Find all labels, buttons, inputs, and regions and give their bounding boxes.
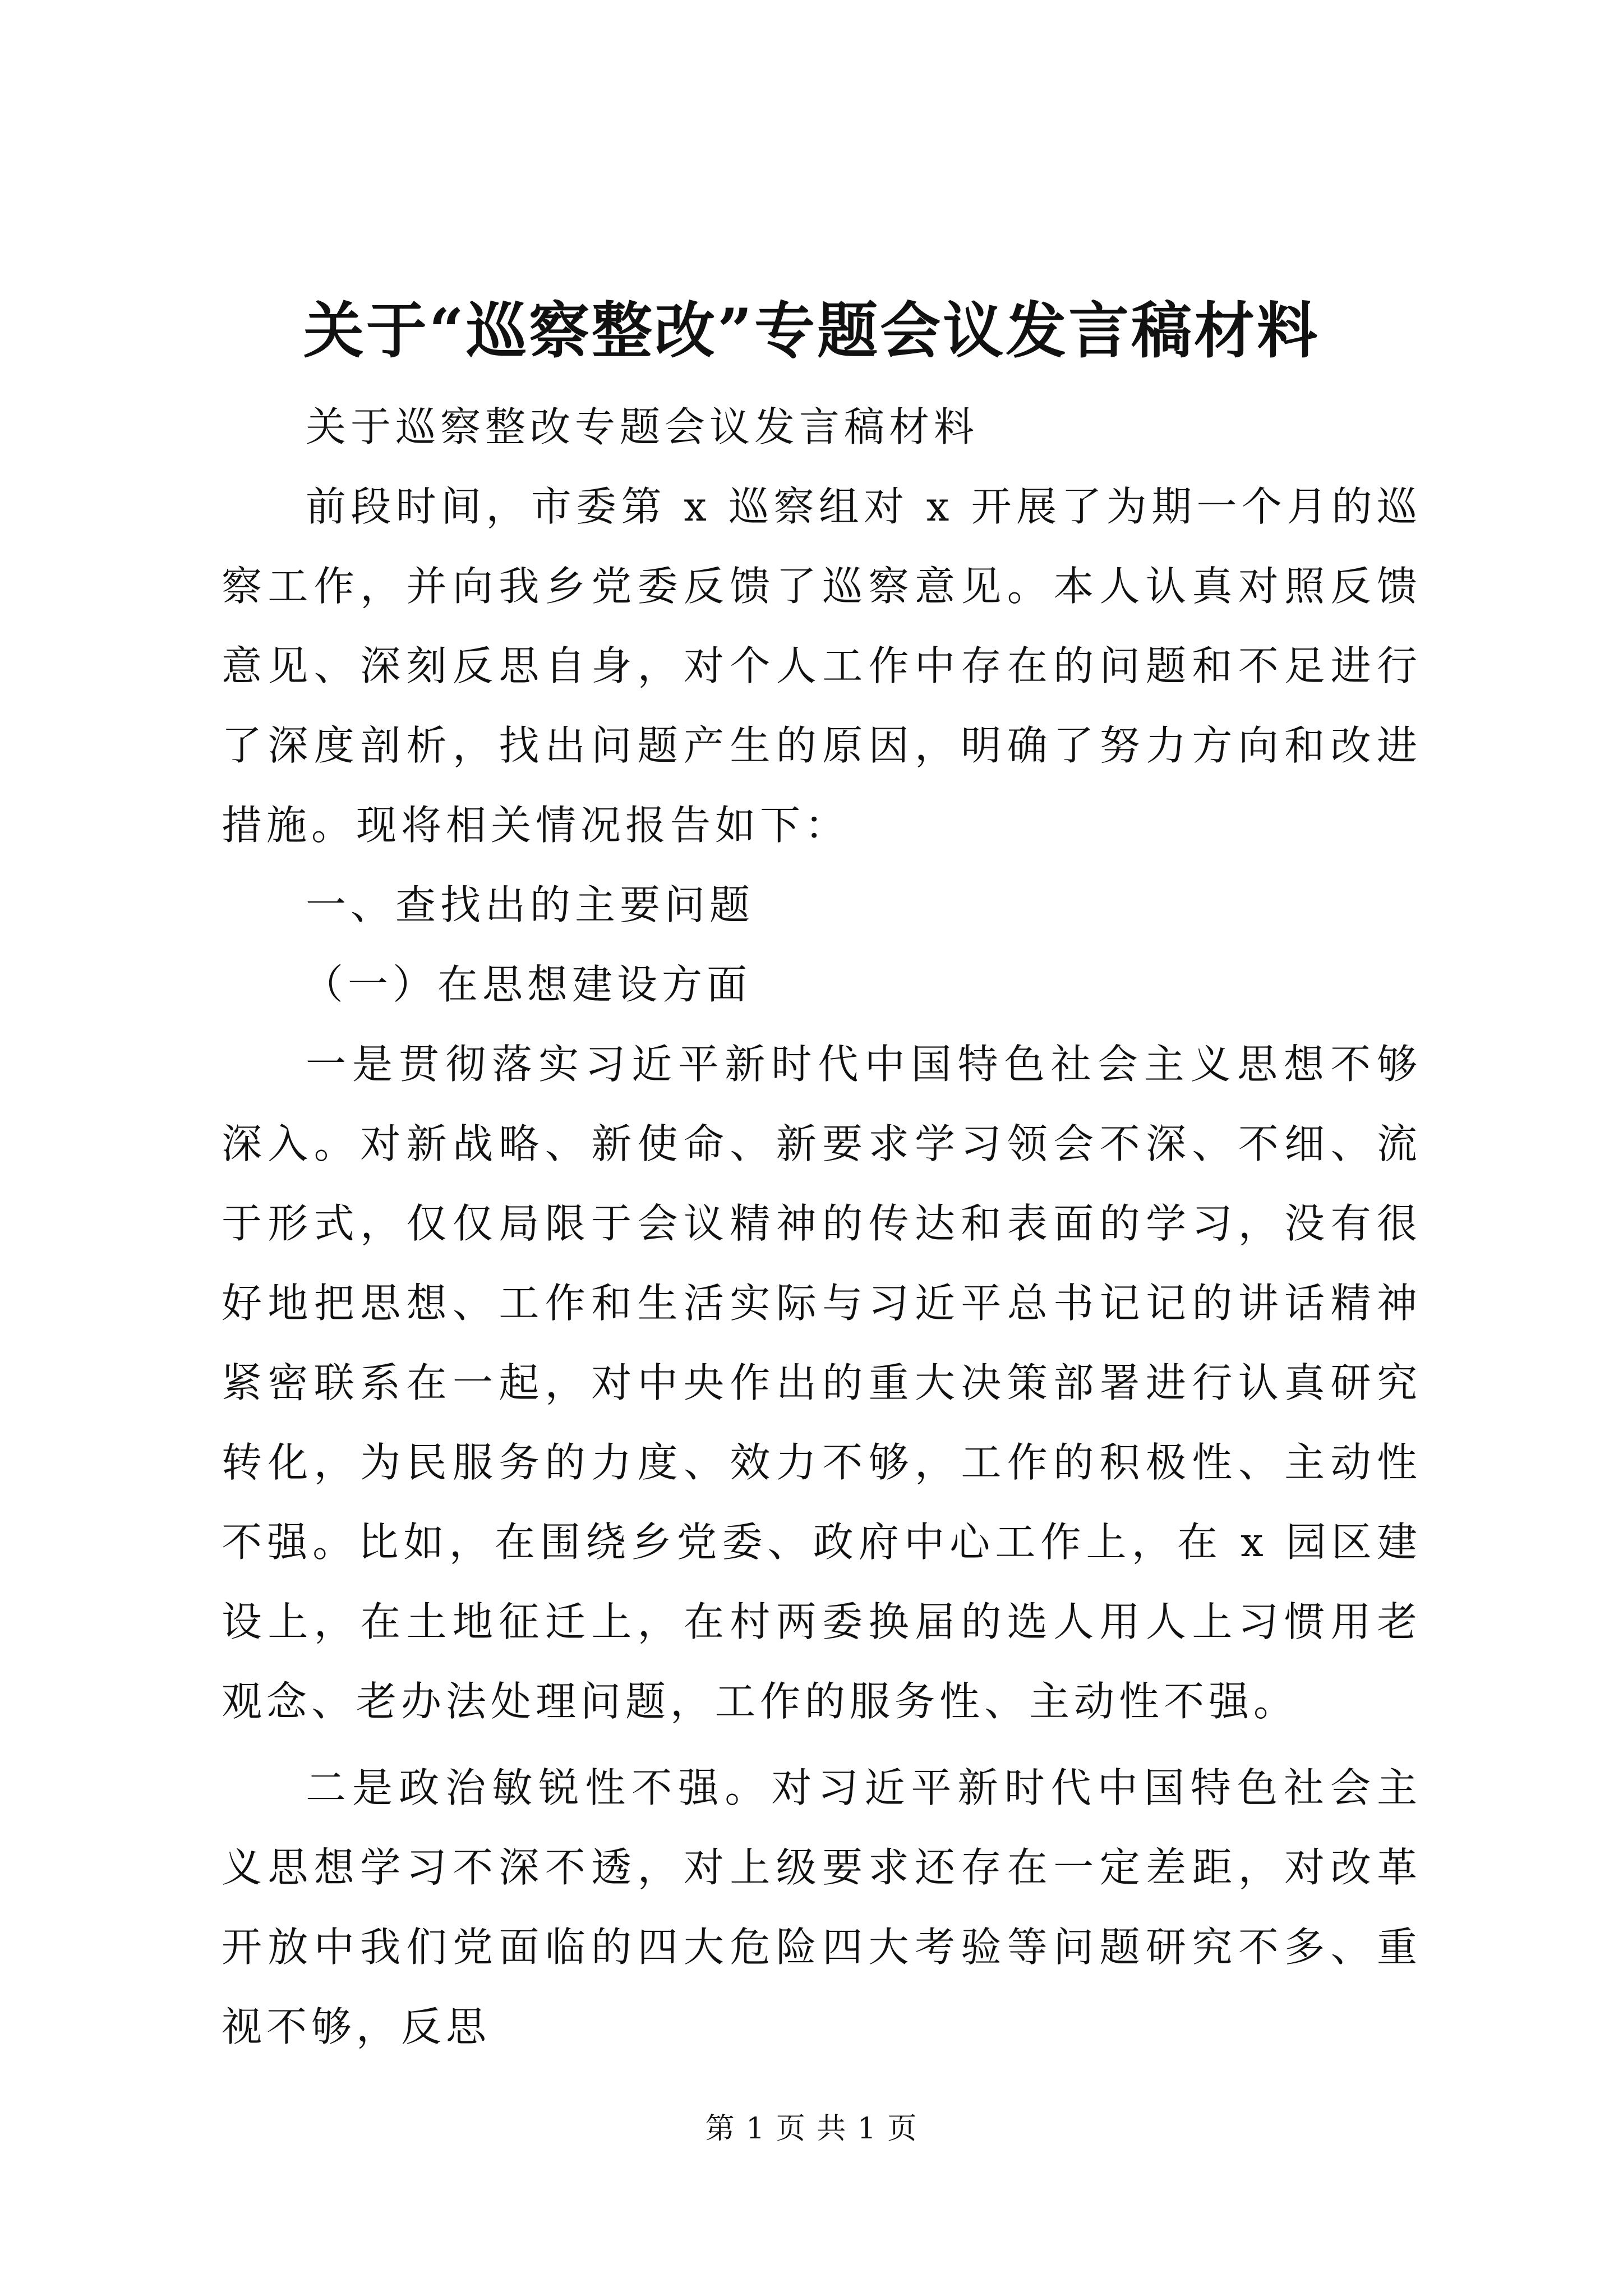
- document-subtitle-paragraph: 关于巡察整改专题会议发言稿材料: [306, 403, 979, 450]
- document-title: 关于“巡察整改”专题会议发言稿材料: [303, 296, 1320, 366]
- section-heading: 一、查找出的主要问题: [306, 881, 755, 928]
- body-paragraph: 一是贯彻落实习近平新时代中国特色社会主义思想不够深入。对新战略、新使命、新要求学习领会不深、不细、流于形式，仅仅局限于会议精神的传达和表面的学习，没有很好地把思想、工作和生活实际与习近平总书记记的讲话精神紧密联系在一起，对中央作出的重大决策部署进行认真研究转化，为民服务的力度、效力不够，工作的积极性、主动性不强。比如，在围绕乡党委、政府中心工作上，在 x 园区建设上，在土地征迁上，在村两委换届的选人用人上习惯用老观念、老办法处理问题，工作的服务性、主动性不强。: [222, 1041, 1422, 1725]
- body-paragraph: 二是政治敏锐性不强。对习近平新时代中国特色社会主义思想学习不深不透，对上级要求还存在一定差距，对改革开放中我们党面临的四大危险四大考验等问题研究不多、重视不够，反思: [222, 1764, 1422, 2050]
- page-footer: 第 1 页 共 1 页: [705, 2112, 918, 2146]
- document-body: [222, 387, 1422, 2067]
- subsection-heading: （一）在思想建设方面: [303, 961, 752, 1008]
- intro-paragraph: 前段时间，市委第 x 巡察组对 x 开展了为期一个月的巡察工作，并向我乡党委反馈了巡察意见。本人认真对照反馈意见、深刻反思自身，对个人工作中存在的问题和不足进行了深度剖析，找出问题产生的原因，明确了努力方向和改进措施。现将相关情况报告如下：: [222, 483, 1422, 849]
